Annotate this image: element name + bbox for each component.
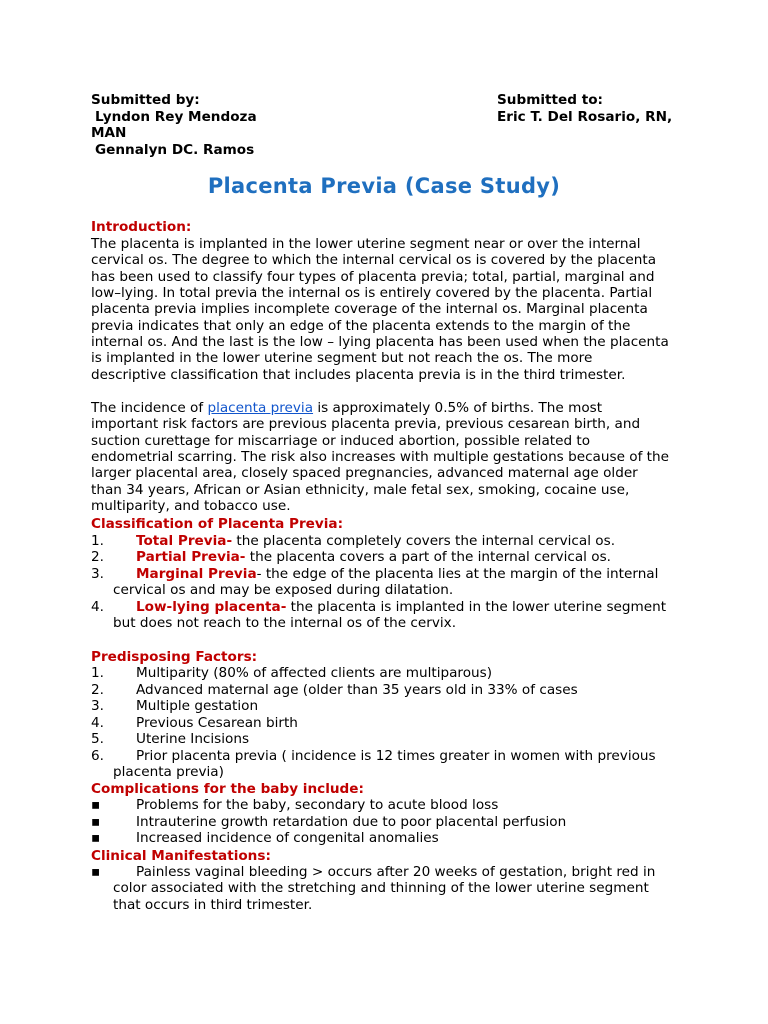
incidence-line: suction curettage for miscarriage or induced abortion, possible related to: [91, 432, 591, 449]
list-item: [91, 549, 691, 565]
submitted-to-name: Eric T. Del Rosario, RN,: [497, 109, 673, 125]
list-continuation: placenta previa): [113, 764, 224, 781]
intro-line: has been used to classify four types of placenta previa; total, partial, marginal and: [91, 268, 655, 285]
bullet-icon: ▪: [91, 830, 101, 846]
incidence-line: important risk factors are previous placenta previa, previous cesarean birth, and: [91, 416, 641, 433]
classification-term: Low-lying placenta-: [136, 599, 287, 615]
list-text: Problems for the baby, secondary to acute blood loss: [136, 797, 499, 813]
list-item: [91, 814, 691, 830]
intro-line: internal os. And the last is the low – lying placenta has been used when the placenta: [91, 334, 669, 351]
list-number: 1.: [91, 665, 104, 681]
placenta-previa-link[interactable]: placenta previa: [207, 400, 314, 416]
list-number: 6.: [91, 748, 104, 764]
list-text: Advanced maternal age (older than 35 years old in 33% of cases: [136, 682, 578, 698]
list-number: 4.: [91, 599, 104, 615]
incidence-first-line: [91, 400, 691, 416]
intro-line: low–lying. In total previa the internal os is entirely covered by the placenta. Partial: [91, 285, 653, 302]
list-item: [91, 830, 691, 846]
classification-heading: Classification of Placenta Previa:: [91, 516, 344, 532]
list-text: Multiple gestation: [136, 698, 259, 714]
intro-line: placenta previa implies incomplete coverage of the internal os. Marginal placenta: [91, 301, 648, 318]
list-text: Multiparity (80% of affected clients are multiparous): [136, 665, 493, 681]
document-title: Placenta Previa (Case Study): [207, 174, 561, 198]
list-text: Increased incidence of congenital anomalies: [136, 830, 439, 846]
intro-line: cervical os. The degree to which the internal cervical os is covered by the placenta: [91, 252, 657, 269]
predisposing-heading: Predisposing Factors:: [91, 649, 258, 665]
list-item: [91, 698, 691, 714]
classification-text: the placenta completely covers the internal cervical os.: [232, 533, 616, 549]
classification-continuation: but does not reach to the internal os of the cervix.: [113, 615, 457, 632]
bullet-icon: ▪: [91, 797, 101, 813]
list-text: Painless vaginal bleeding > occurs after 20 weeks of gestation, bright red in: [136, 864, 656, 880]
incidence-paragraph: [91, 400, 691, 514]
list-text: Previous Cesarean birth: [136, 715, 298, 731]
submitted-by-suffix: MAN: [91, 125, 127, 141]
classification-term: Marginal Previa: [136, 566, 257, 582]
list-item: [91, 533, 691, 549]
introduction-heading: Introduction:: [91, 219, 192, 235]
classification-text: the placenta is implanted in the lower uterine segment: [286, 599, 667, 615]
classification-text: the placenta covers a part of the internal cervical os.: [245, 549, 611, 565]
bullet-icon: ▪: [91, 814, 101, 830]
list-number: 5.: [91, 731, 104, 747]
intro-line: The placenta is implanted in the lower uterine segment near or over the internal: [91, 236, 641, 252]
submitted-by-name-2: Gennalyn DC. Ramos: [95, 142, 255, 158]
intro-line: descriptive classification that includes placenta previa is in the third trimester.: [91, 366, 626, 383]
list-number: 3.: [91, 566, 104, 582]
submitted-by-name-1: Lyndon Rey Mendoza: [95, 109, 257, 125]
list-item: [91, 566, 691, 599]
incidence-line: multiparity, and tobacco use.: [91, 498, 291, 515]
list-number: 1.: [91, 533, 104, 549]
list-number: 2.: [91, 682, 104, 698]
list-continuation: color associated with the stretching and thinning of the lower uterine segment: [113, 880, 649, 897]
incidence-suffix: is approximately 0.5% of births. The most: [313, 400, 603, 416]
list-item: [91, 682, 691, 698]
incidence-line: than 34 years, African or Asian ethnicity, male fetal sex, smoking, cocaine use,: [91, 481, 630, 498]
list-continuation: that occurs in third trimester.: [113, 896, 313, 913]
list-number: 3.: [91, 698, 104, 714]
list-item: [91, 599, 691, 632]
incidence-prefix: The incidence of: [91, 400, 208, 416]
list-item: [91, 864, 691, 913]
classification-term: Partial Previa-: [136, 549, 246, 565]
submitted-to-label: Submitted to:: [497, 92, 603, 108]
list-number: 4.: [91, 715, 104, 731]
list-item: [91, 731, 691, 747]
classification-continuation: cervical os and may be exposed during dilatation.: [113, 582, 454, 599]
list-item: [91, 715, 691, 731]
list-text: Intrauterine growth retardation due to poor placental perfusion: [136, 814, 567, 830]
list-item: [91, 748, 691, 781]
list-number: 2.: [91, 549, 104, 565]
intro-line: previa indicates that only an edge of the placenta extends to the margin of the: [91, 317, 631, 334]
incidence-line: larger placental area, closely spaced pregnancies, advanced maternal age older: [91, 465, 638, 482]
introduction-paragraph: [91, 236, 691, 383]
classification-term: Total Previa-: [136, 533, 233, 549]
bullet-icon: ▪: [91, 864, 101, 880]
clinical-heading: Clinical Manifestations:: [91, 848, 271, 864]
incidence-line: endometrial scarring. The risk also increases with multiple gestations because of the: [91, 449, 669, 466]
list-item: [91, 797, 691, 813]
classification-text: - the edge of the placenta lies at the margin of the internal: [256, 566, 659, 582]
submitted-by-label: Submitted by:: [91, 92, 200, 108]
complications-heading: Complications for the baby include:: [91, 781, 364, 797]
list-text: Uterine Incisions: [136, 731, 250, 747]
list-item: [91, 665, 691, 681]
intro-line: is implanted in the lower uterine segment but not reach the os. The more: [91, 350, 593, 367]
list-text: Prior placenta previa ( incidence is 12 times greater in women with previous: [136, 748, 656, 764]
